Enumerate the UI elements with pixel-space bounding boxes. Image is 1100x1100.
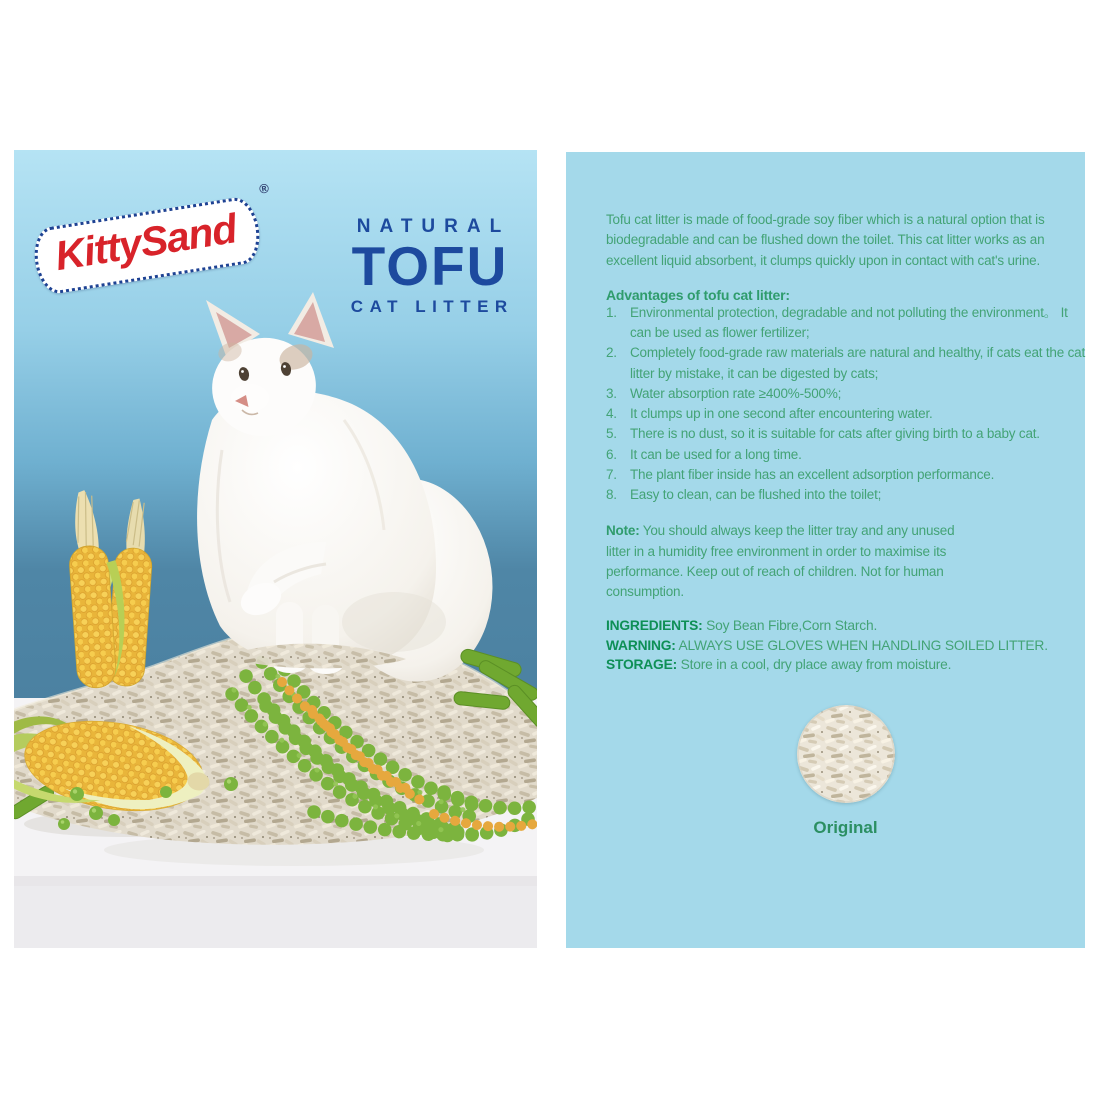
ingredients-line: INGREDIENTS: Soy Bean Fibre,Corn Starch. bbox=[606, 618, 878, 634]
advantage-item: 2. Completely food-grade raw materials are natural and healthy, if cats eat the cat litter by mistake, it can be digested by cats; bbox=[606, 345, 1085, 381]
advantage-item: 3. Water absorption rate ≥400%-500%; bbox=[606, 385, 842, 401]
litter-sample-circle bbox=[797, 705, 895, 803]
ingredients-label: INGREDIENTS: bbox=[606, 618, 703, 634]
advantage-item: 5. There is no dust, so it is suitable for cats after giving birth to a baby cat. bbox=[606, 426, 1040, 442]
advantage-item: 4. It clumps up in one second after encountering water. bbox=[606, 406, 933, 421]
front-panel bbox=[14, 150, 537, 948]
advantage-item: 1. Environmental protection, degradable and not polluting the environment。 It can be used as flower fertilizer; bbox=[606, 304, 1068, 340]
advantages-heading: Advantages of tofu cat litter: bbox=[606, 286, 790, 303]
title-natural: NATURAL bbox=[356, 216, 511, 237]
note-label: Note: bbox=[606, 523, 640, 539]
back-panel bbox=[566, 152, 1085, 948]
note-text: You should always keep the litter tray and any unused litter in a humidity free environment in order to maximise its performance. Keep out of reach of children. Not for human consumption. bbox=[606, 523, 955, 599]
warning-line: WARNING: ALWAYS USE GLOVES WHEN HANDLING SOILED LITTER. bbox=[606, 637, 1048, 653]
storage-line: STORAGE: Store in a cool, dry place away from moisture. bbox=[606, 657, 952, 673]
warning-label: WARNING: bbox=[606, 637, 676, 653]
advantage-item: 6. It can be used for a long time. bbox=[606, 446, 802, 462]
product-info-lines bbox=[606, 616, 1088, 675]
table-front-face bbox=[14, 886, 537, 948]
product-title bbox=[343, 216, 515, 317]
brand-logo-text: KittySand bbox=[51, 205, 240, 280]
litter-sample bbox=[606, 705, 1085, 808]
title-tofu: TOFU bbox=[351, 235, 509, 297]
advantage-item: 7. The plant fiber inside has an excellent adsorption performance. bbox=[606, 466, 995, 482]
storage-label: STORAGE: bbox=[606, 657, 677, 673]
litter-pellets-image bbox=[797, 705, 895, 803]
note-paragraph bbox=[606, 521, 978, 602]
advantage-item: 8. Easy to clean, can be flushed into the toilet; bbox=[606, 487, 882, 502]
title-cat-litter: CAT LITTER bbox=[350, 297, 514, 316]
registered-trademark-symbol: ® bbox=[258, 180, 270, 197]
variant-label: Original bbox=[813, 817, 878, 837]
advantages-list bbox=[606, 303, 1088, 506]
intro-paragraph: Tofu cat litter is made of food-grade soy fiber which is a natural option that is biodegradable and can be flushed down the toilet. This cat litter works as an excellent liquid absorbent, it clumps quickly upon in contact with cat's urine. bbox=[606, 212, 1045, 268]
